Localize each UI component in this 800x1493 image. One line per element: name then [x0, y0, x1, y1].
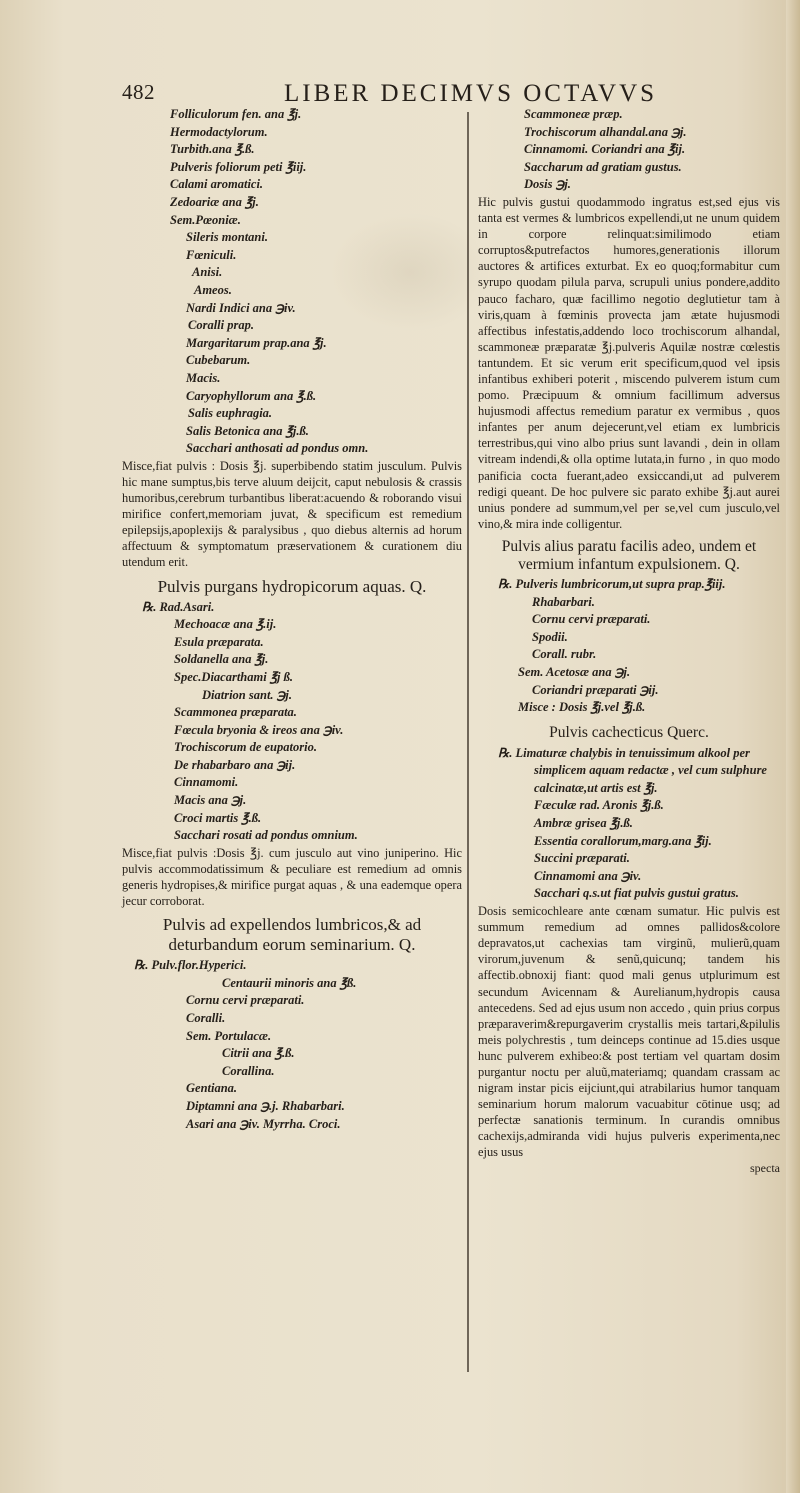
ingredient-list [478, 106, 780, 194]
page-edge [786, 0, 800, 1493]
ingredient-line: Diatrion sant. ℈j. [202, 687, 293, 702]
ingredient-line: Cornu cervi præparati. [532, 612, 651, 627]
ingredient-line: Esula præparata. [174, 634, 264, 649]
ingredient-line: Macis ana ℈j. [174, 793, 247, 808]
ingredient-line: Coriandri præparati ℈ij. [532, 682, 659, 697]
column-divider [467, 112, 469, 1372]
prose-paragraph: Misce,fiat pulvis :Dosis ℥j. cum jusculo aut vino juniperino. Hic pulvis accommodatissimum & peculiare est remedium ad omnis generis hydropises,& mirifice purgat aquas , & una eademque opera jecur corroborat. [122, 845, 462, 909]
ingredient-line: Cinnamomi. Coriandri ana ℥ij. [524, 142, 686, 157]
ingredient-line: Cinnamomi ana ℈iv. [534, 868, 642, 883]
left-column [122, 106, 462, 1133]
ingredient-line: simplicem aquam redactæ , vel cum sulphure [534, 763, 767, 778]
ingredient-line: Fœcula bryonia & ireos ana ℈iv. [174, 722, 344, 737]
ingredient-line: Sem.Pœoniæ. [170, 212, 241, 227]
ingredient-line: Dosis ℈j. [524, 177, 571, 192]
ingredient-line: Scammoneæ præp. [524, 107, 623, 121]
ingredient-line: Nardi Indici ana ℈iv. [186, 300, 296, 315]
section-heading: Pulvis purgans hydropicorum aquas. Q. [157, 576, 427, 596]
ingredient-list [478, 576, 780, 717]
section-heading: Pulvis alius paratu facilis adeo, undem et vermium infantum expulsionem. Q. [501, 537, 757, 573]
ingredient-line: Fœniculi. [186, 247, 237, 262]
ingredient-line: Saccharum ad gratiam gustus. [524, 159, 682, 174]
ingredient-line: ℞. Pulveris lumbricorum,ut supra prap.℥iij. [498, 576, 726, 591]
ingredient-line: Macis. [186, 370, 221, 385]
ingredient-line: ℞. Rad.Asari. [142, 599, 215, 614]
ingredient-line: Cubebarum. [186, 353, 251, 368]
ingredient-line: Anisi. [192, 265, 223, 280]
ingredient-line: Misce : Dosis ℥j.vel ℥j.ß. [518, 700, 646, 715]
ingredient-line: Gentiana. [186, 1081, 238, 1096]
ingredient-line: Margaritarum prap.ana ℥j. [186, 335, 327, 350]
ingredient-line: Spec.Diacarthami ℥j ß. [174, 669, 294, 684]
ingredient-line: Pulveris foliorum peti ℥iij. [170, 159, 307, 174]
ingredient-line: Trochiscorum de eupatorio. [174, 740, 317, 755]
ingredient-line: Cornu cervi præparati. [186, 993, 305, 1008]
ingredient-line: Sacchari rosati ad pondus omnium. [174, 828, 358, 843]
prose-paragraph: Dosis semicochleare ante cœnam sumatur. Hic pulvis est summum remedium ad omnes pallidos&colore depravatos,ut cachexias tam virginũ, mulierũ,quam virorum,juvenum & senũ,quicunq; tandem his affectib.obnoxij fiant: quod mali genus utplurimum est secundum Avicennam & Aurelianum,hydropis causa antecedens. Sed ad ejus usum non accedo , quin prius corpus præparaverim&repurgaverim crystallis meis tartari,&pilulis meis polychrestis , tum deinceps continue ad 15.dies usque hunc pulverem exhibeo:& post tertiam vel quartam dosim purgantur noctu per aluũ,materiamq; quandam crassam ac nigram instar picis eijciunt,qui atrabilarius humor tanquam seminarium horum malorum vacuabitur cōtinue usq; ad perfectæ sanationis terminum. In curandis omnibus cachexijs,admiranda vidi hujus pulveris experimenta,nec ejus usus [478, 904, 780, 1160]
ingredient-line: Sem. Acetosæ ana ℈j. [518, 664, 631, 679]
ingredient-line: De rhabarbaro ana ℈ij. [174, 757, 296, 772]
ingredient-line: Croci martis ℥.ß. [174, 810, 262, 825]
ingredient-line: Mechoacæ ana ℥.ij. [174, 617, 277, 632]
ingredient-line: Sem. Portulacæ. [186, 1028, 272, 1043]
ingredient-line: Diptamni ana ℈.j. Rhabarbari. [186, 1098, 345, 1113]
ingredient-line: Fæculæ rad. Aronis ℥j.ß. [534, 798, 664, 813]
ingredient-line: Rhabarbari. [532, 594, 595, 609]
ingredient-list [122, 957, 462, 1133]
section-heading: Pulvis ad expellendos lumbricos,& ad deturbandum eorum seminarium. Q. [162, 915, 422, 955]
ingredient-line: Essentia corallorum,marg.ana ℥ij. [534, 833, 712, 848]
ingredient-list [122, 106, 462, 458]
page-number: 482 [122, 80, 155, 104]
ingredient-line: Turbith.ana ℥.ß. [170, 142, 255, 157]
ingredient-line: Ambræ grisea ℥j.ß. [534, 816, 633, 831]
ingredient-line: Trochiscorum alhandal.ana ℈j. [524, 124, 687, 139]
ingredient-line: Zedoariæ ana ℥j. [170, 194, 259, 209]
ingredient-line: Sacchari anthosati ad pondus omn. [186, 441, 369, 456]
ingredient-line: ℞. Pulv.flor.Hyperici. [134, 958, 247, 973]
ingredient-line: Salis euphragia. [188, 406, 273, 421]
ingredient-line: Coralli prap. [188, 318, 254, 333]
ingredient-list [122, 599, 462, 845]
right-column [478, 106, 780, 1176]
prose-paragraph: Misce,fiat pulvis : Dosis ℥j. superbibendo statim jusculum. Pulvis hic mane sumptus,bis terve aluum deijcit, caput nebulosis & crassis humoribus,cerebrum turbantibus liberat:acuendo & roborando visui mirifice confert,memoriam juvat, & specificum est remedium epilepsijs,apoplexijs & paralysibus , quo diebus alternis ad horum affectuum & symptomatum præservationem & curationem diu utendum erit. [122, 458, 462, 570]
ingredient-line: Folliculorum fen. ana ℥j. [170, 107, 302, 121]
ingredient-line: Spodii. [532, 629, 568, 644]
ingredient-line: Calami aromatici. [170, 177, 264, 192]
ingredient-line: Centaurii minoris ana ℥ß. [222, 975, 357, 990]
ingredient-line: Sileris montani. [186, 230, 268, 245]
ingredient-line: Cinnamomi. [174, 775, 239, 790]
ingredient-line: ℞. Limaturæ chalybis in tenuissimum alkool per [498, 745, 750, 760]
running-head: LIBER DECIMVS OCTAVVS [284, 80, 658, 107]
ingredient-line: Scammonea præparata. [174, 705, 297, 720]
ingredient-line: Corallina. [222, 1063, 275, 1078]
ingredient-line: Soldanella ana ℥j. [174, 652, 269, 667]
ingredient-line: calcinatæ,ut artis est ℥j. [534, 780, 658, 795]
ingredient-line: Caryophyllorum ana ℥.ß. [186, 388, 317, 403]
catchword: specta [750, 1160, 780, 1175]
ingredient-line: Coralli. [186, 1011, 226, 1025]
ingredient-list [478, 745, 780, 903]
section-heading: Pulvis cachecticus Querc. [549, 723, 709, 741]
ingredient-line: Salis Betonica ana ℥j.ß. [186, 423, 309, 438]
ingredient-line: Sacchari q.s.ut fiat pulvis gustui gratus. [534, 886, 739, 901]
ingredient-line: Hermodactylorum. [170, 124, 268, 139]
prose-paragraph: Hic pulvis gustui quodammodo ingratus est,sed ejus vis tanta est vermes & lumbricos expellendi,ut ne unum quidem in corpore relinquat:similimodo etiam corruptos&putrefactos humores,generationis illorum auctores & artifices exturbat. Ex eo quoq;formabitur cum syrupo quodam pilula parva, scrupuli unius pondere,addito pauco facharo, quæ facillimo negotio deglutietur tam à viris,quam à fœminis provecta jam ætate hujusmodi affectibus infestatis,addendo loco trochiscorum alhandal, scammoneæ præparatæ ℥j.pulveris Aquilæ nostræ cœlestis tantundem. Et sic verum erit specificum,quod vel ipsis infantibus exhiberi poterit , miscendo pulverem istum cum pomo. Præcipuum & omnium facillimum adversus hujusmodi affectus remedium paratur ex vermibus , quos infantes per anum dejecerunt,vel etiam ex lumbricis terrestribus,qui vino albo prius sunt lavandi , dein in ollam vitream indendi,& olla optime lutata,in furno , in quo modo panificia cocta fuerant,adeo exsiccandi,ut ad pulverem redigi queant. De hoc pulvere sic parato exhibe ℥j.aut aurei unius pondere ad summum,vel per se,vel cum jusculo,vel vino,& mira inde colligentur. [478, 194, 780, 531]
ingredient-line: Asari ana ℈iv. Myrrha. Croci. [186, 1116, 341, 1131]
ingredient-line: Corall. rubr. [532, 647, 597, 662]
ingredient-line: Citrii ana ℥.ß. [222, 1046, 295, 1061]
ingredient-line: Ameos. [194, 282, 232, 297]
ingredient-line: Succini præparati. [534, 851, 630, 866]
